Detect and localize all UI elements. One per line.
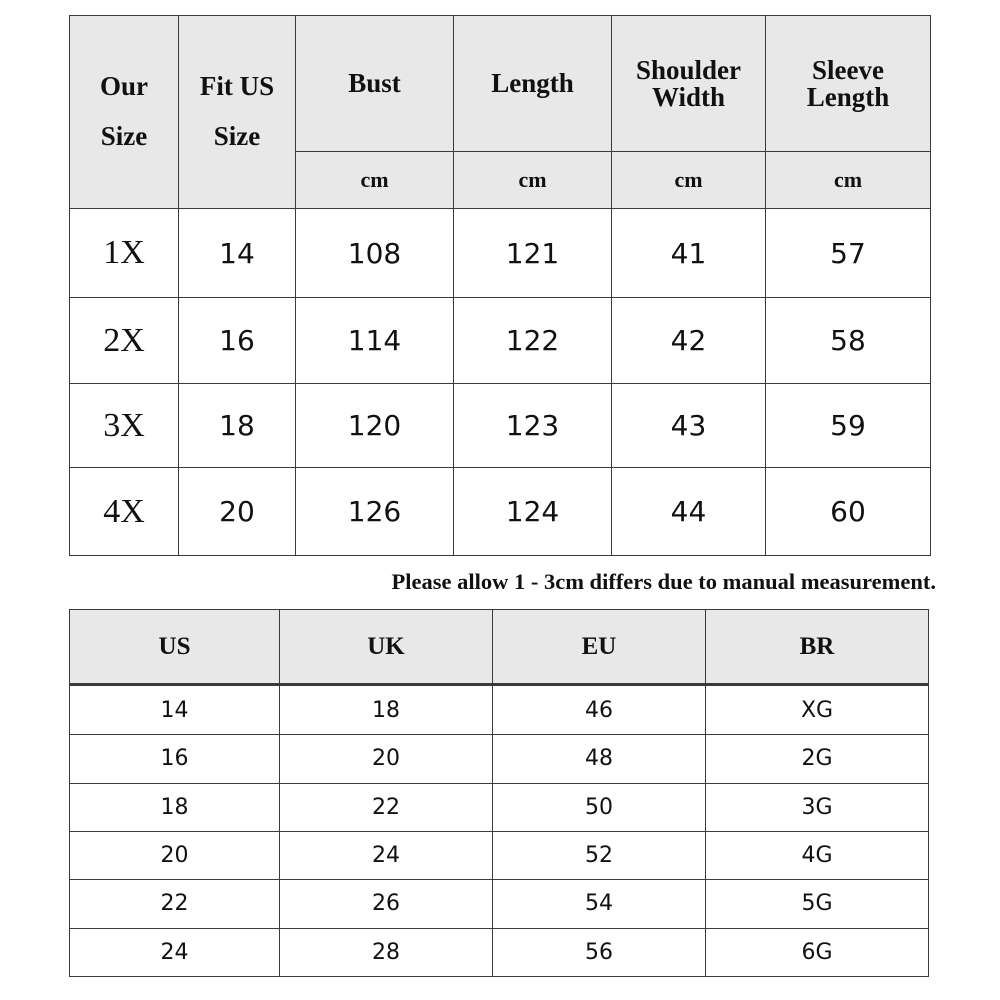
eu-cell: 50: [493, 783, 706, 831]
header-eu: EU: [493, 610, 706, 685]
header-length: Length: [454, 16, 612, 152]
length-cell: 122: [454, 298, 612, 384]
bust-cell: 120: [296, 384, 454, 468]
length-cell: 124: [454, 468, 612, 556]
conversion-header-row: [70, 610, 929, 685]
us-cell: 14: [70, 685, 280, 735]
shoulder-cell: 44: [612, 468, 766, 556]
size-conversion-table: [69, 609, 929, 977]
eu-cell: 46: [493, 685, 706, 735]
br-cell: 6G: [706, 928, 929, 976]
br-cell: 3G: [706, 783, 929, 831]
fit-us-cell: 14: [179, 209, 296, 298]
our-size-cell: 4X: [70, 468, 179, 556]
header-sleeve-length: Sleeve Length: [766, 16, 931, 152]
header-fit-us-size: Fit US Size: [179, 16, 296, 209]
eu-cell: 48: [493, 735, 706, 783]
uk-cell: 18: [280, 685, 493, 735]
header-bust: Bust: [296, 16, 454, 152]
uk-cell: 28: [280, 928, 493, 976]
table-row: [70, 831, 929, 879]
header-uk: UK: [280, 610, 493, 685]
table-row: [70, 298, 931, 384]
header-us: US: [70, 610, 280, 685]
unit-length: cm: [454, 152, 612, 209]
fit-us-cell: 18: [179, 384, 296, 468]
unit-bust: cm: [296, 152, 454, 209]
br-cell: XG: [706, 685, 929, 735]
sleeve-cell: 58: [766, 298, 931, 384]
us-cell: 16: [70, 735, 280, 783]
table-row: [70, 209, 931, 298]
eu-cell: 54: [493, 880, 706, 928]
br-cell: 2G: [706, 735, 929, 783]
br-cell: 5G: [706, 880, 929, 928]
our-size-cell: 2X: [70, 298, 179, 384]
eu-cell: 56: [493, 928, 706, 976]
table-row: [70, 735, 929, 783]
our-size-cell: 1X: [70, 209, 179, 298]
length-cell: 121: [454, 209, 612, 298]
uk-cell: 22: [280, 783, 493, 831]
uk-cell: 26: [280, 880, 493, 928]
us-cell: 22: [70, 880, 280, 928]
us-cell: 18: [70, 783, 280, 831]
bust-cell: 126: [296, 468, 454, 556]
uk-cell: 20: [280, 735, 493, 783]
length-cell: 123: [454, 384, 612, 468]
shoulder-cell: 41: [612, 209, 766, 298]
sleeve-cell: 57: [766, 209, 931, 298]
bust-cell: 108: [296, 209, 454, 298]
fit-us-cell: 20: [179, 468, 296, 556]
table-row: [70, 783, 929, 831]
header-br: BR: [706, 610, 929, 685]
sleeve-cell: 60: [766, 468, 931, 556]
header-shoulder-width: Shoulder Width: [612, 16, 766, 152]
eu-cell: 52: [493, 831, 706, 879]
header-our-size: Our Size: [70, 16, 179, 209]
fit-us-cell: 16: [179, 298, 296, 384]
table-row: [70, 685, 929, 735]
table-row: [70, 880, 929, 928]
table-row: [70, 384, 931, 468]
shoulder-cell: 42: [612, 298, 766, 384]
us-cell: 20: [70, 831, 280, 879]
unit-sleeve-length: cm: [766, 152, 931, 209]
measurement-note: Please allow 1 - 3cm differs due to manual measurement.: [391, 569, 936, 594]
sleeve-cell: 59: [766, 384, 931, 468]
our-size-cell: 3X: [70, 384, 179, 468]
table-row: [70, 928, 929, 976]
uk-cell: 24: [280, 831, 493, 879]
us-cell: 24: [70, 928, 280, 976]
unit-shoulder-width: cm: [612, 152, 766, 209]
size-chart-table: [69, 15, 931, 556]
size-chart-header-row: [70, 16, 931, 152]
br-cell: 4G: [706, 831, 929, 879]
bust-cell: 114: [296, 298, 454, 384]
table-row: [70, 468, 931, 556]
shoulder-cell: 43: [612, 384, 766, 468]
